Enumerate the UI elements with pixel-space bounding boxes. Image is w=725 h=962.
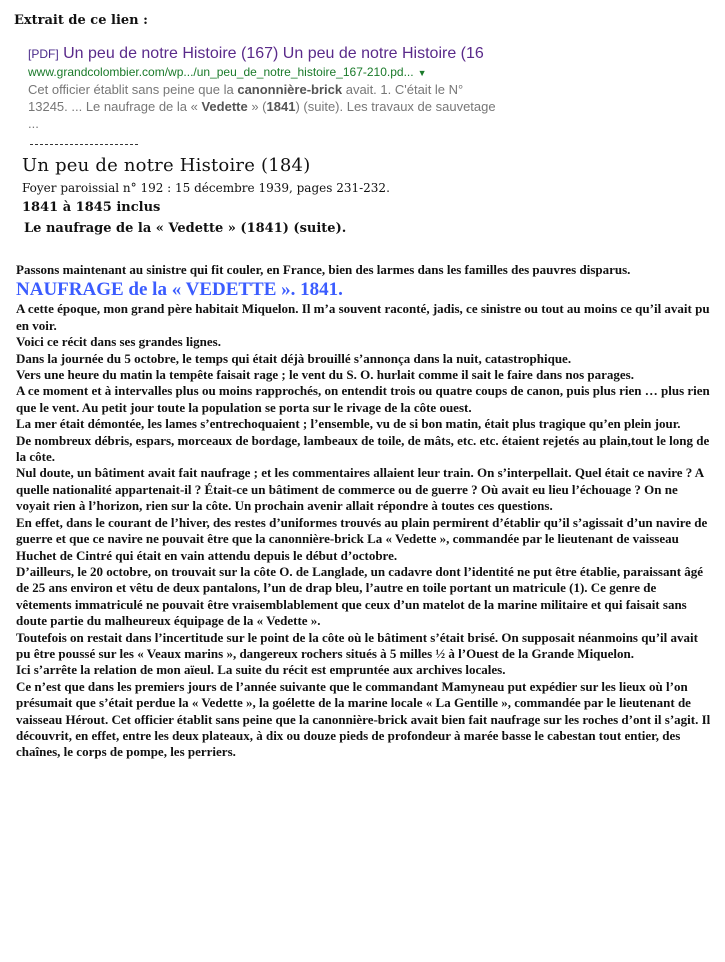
paragraph: De nombreux débris, espars, morceaux de bordage, lambeaux de toile, de mâts, etc. etc. étaient rejetés au plain,tout le long de la côte. xyxy=(16,432,710,465)
dashed-divider xyxy=(30,144,138,145)
search-result xyxy=(28,44,528,132)
article-headline: NAUFRAGE de la « VEDETTE ». 1841. xyxy=(16,279,343,301)
page-subtitle: Foyer paroissial n° 192 : 15 décembre 1939, pages 231-232. xyxy=(22,181,390,195)
lead-paragraph: Passons maintenant au sinistre qui fit couler, en France, bien des larmes dans les familles des pauvres disparus. xyxy=(16,262,631,277)
article-body xyxy=(16,262,712,761)
paragraph: A cette époque, mon grand père habitait Miquelon. Il m’a souvent raconté, jadis, ce sinistre ou tout au moins ce qu’il avait pu en voir. xyxy=(16,301,710,333)
paragraph: En effet, dans le courant de l’hiver, des restes d’uniformes trouvés au plain permirent d’établir qu’il s’agissait d’un navire de guerre et que ce navire ne pouvait être que la canonnière-brick La « Vedette », commandée par le lieutenant de vaisseau Huchet de Cintré qui était en vain attendu depuis le début d’octobre. xyxy=(16,514,708,563)
paragraph: Nul doute, un bâtiment avait fait naufrage ; et les commentaires allaient leur train. On s’interpellait. Quel était ce navire ? A quelle nationalité appartenait-il ? Était-ce un bâtiment de commerce ou de guerre ? Où avait eu lieu l’échouage ? On ne voyait rien à l’horizon, rien sur la côte. Un prochain avenir allait répondre à toutes ces questions. xyxy=(16,465,704,514)
paragraph: Ici s’arrête la relation de mon aïeul. La suite du récit est empruntée aux archives locales. xyxy=(16,662,506,678)
paragraph: Dans la journée du 5 octobre, le temps qui était déjà brouillé s’annonça dans la nuit, catastrophique. xyxy=(16,350,572,366)
pdf-tag: [PDF] xyxy=(28,47,59,61)
search-result-title[interactable]: Un peu de notre Histoire (167) Un peu de notre Histoire (16 xyxy=(63,45,484,62)
dropdown-caret-icon[interactable]: ▼ xyxy=(417,68,427,78)
search-result-title-link[interactable] xyxy=(28,44,528,64)
paragraph: Voici ce récit dans ses grandes lignes. xyxy=(16,334,221,350)
years-heading: 1841 à 1845 inclus xyxy=(22,200,161,215)
subject-heading: Le naufrage de la « Vedette » (1841) (suite). xyxy=(24,221,347,236)
search-result-snippet: Cet officier établit sans peine que la canonnière-brick avait. 1. C'était le N° 13245. ... Le naufrage de la « Vedette » (1841) (suite). Les travaux de sauvetage ... xyxy=(28,82,496,131)
paragraph: Toutefois on restait dans l’incertitude sur le point de la côte où le bâtiment s’était brisé. On supposait néanmoins qu’il avait pu être poussé sur les « Veaux marins », dangereux rochers situés à 5 milles ½ à l’Ouest de la Grande Miquelon. xyxy=(16,629,698,661)
page-title: Un peu de notre Histoire (184) xyxy=(22,155,311,176)
paragraph: D’ailleurs, le 20 octobre, on trouvait sur la côte O. de Langlade, un cadavre dont l’identité ne put être établie, paraissant âgé de 25 ans environ et vêtu de deux pantalons, l’un de drap bleu, l’autre en toile portant un matricule (1). Ce genre de vêtements immatriculé ne pouvait être vraisemblablement que ceux d’un matelot de la marine militaire et qui faisait sans doute partie du malheureux équipage de la « Vedette ». xyxy=(16,563,704,629)
intro-label: Extrait de ce lien : xyxy=(14,13,148,28)
search-result-url-text[interactable]: www.grandcolombier.com/wp.../un_peu_de_notre_histoire_167-210.pd... xyxy=(28,65,414,79)
paragraph: La mer était démontée, les lames s’entrechoquaient ; l’ensemble, vu de si bon matin, était plus tragique qu’en plein jour. xyxy=(16,416,681,432)
paragraph: Ce n’est que dans les premiers jours de l’année suivante que le commandant Mamyneau put expédier sur les lieux où l’on présumait que s’était perdue la « Vedette », la goélette de la marine locale « La Gentille », commandée par le lieutenant de vaisseau Hérout. Cet officier établit sans peine que la canonnière-brick avait bien fait naufrage sur les roches d’ont il s’agit. Il découvrit, en effet, entre les deux plateaux, à dix ou douze pieds de profondeur à marée basse le cabestan tout entier, des chaînes, le corps de pompe, les perriers. xyxy=(16,678,711,760)
search-result-url[interactable] xyxy=(28,64,528,81)
paragraph: A ce moment et à intervalles plus ou moins rapprochés, on entendit trois ou quatre coups de canon, puis plus rien … plus rien que le vent. Au petit jour toute la population se porta sur le rivage de la côte ouest. xyxy=(16,383,710,415)
paragraph: Vers une heure du matin la tempête faisait rage ; le vent du S. O. hurlait comme il sait le faire dans nos parages. xyxy=(16,367,634,383)
